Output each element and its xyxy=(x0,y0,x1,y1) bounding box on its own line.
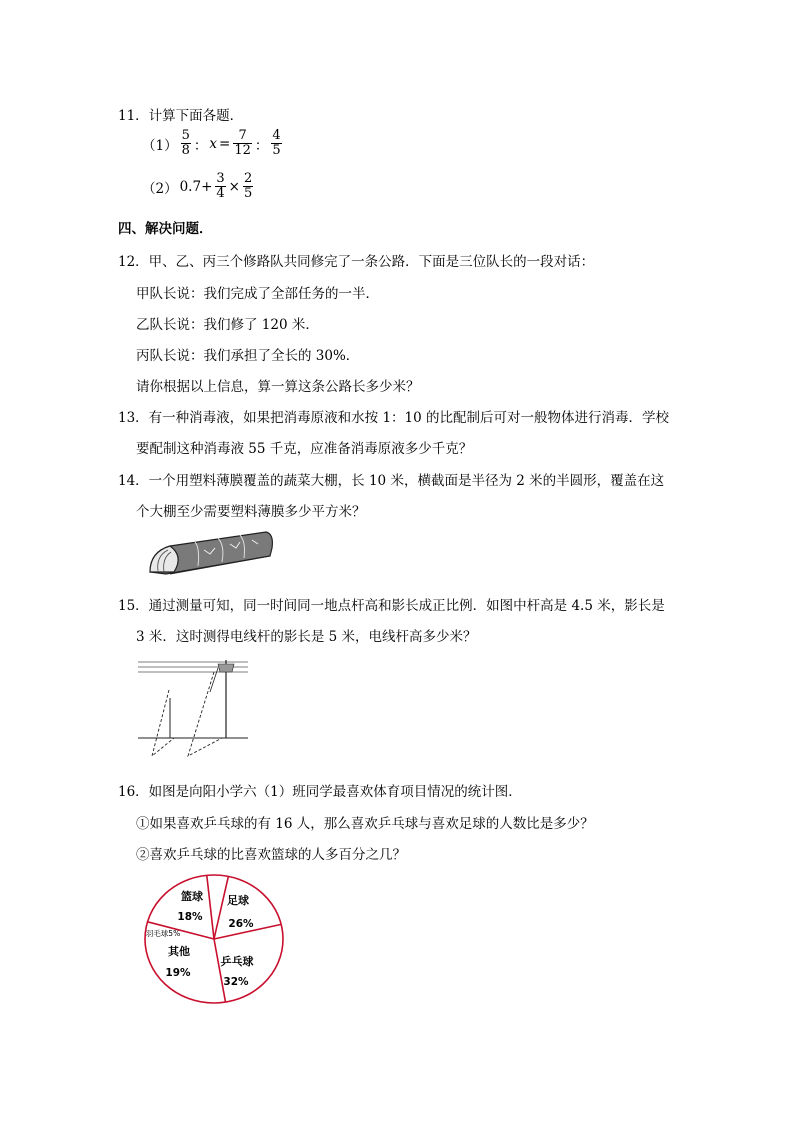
times-sign: × xyxy=(228,178,240,195)
greenhouse-illustration xyxy=(140,526,280,580)
section-heading: 四、解决问题． xyxy=(118,221,213,237)
q12-line3: 丙队长说：我们承担了全长的 30%． xyxy=(136,348,360,364)
q14-line1: 14．一个用塑料薄膜覆盖的蔬菜大棚，长 10 米，横截面是半径为 2 米的半圆形，覆盖在这 xyxy=(118,473,665,489)
q15-line2: 3 米．这时测得电线杆的影长是 5 米，电线杆高多少米？ xyxy=(136,629,477,645)
denominator: 5 xyxy=(272,143,281,158)
numerator: 3 xyxy=(216,171,225,186)
q12-title: 12．甲、乙、丙三个修路队共同修完了一条公路．下面是三位队长的一段对话： xyxy=(118,254,595,270)
label-pingpong: 乒乓球 xyxy=(220,955,254,968)
denominator: 4 xyxy=(216,186,225,201)
fraction xyxy=(215,172,225,201)
pie-slice-boundary-乒乓球 xyxy=(214,939,226,1002)
pct-football: 26% xyxy=(228,918,254,930)
q12-line1: 甲队长说：我们完成了全部任务的一半． xyxy=(136,286,379,302)
denominator: 12 xyxy=(234,143,251,158)
label-badminton: 羽毛球5% xyxy=(145,929,181,938)
fraction xyxy=(271,129,281,158)
q16-sub2: ②喜欢乒乓球的比喜欢篮球的人多百分之几？ xyxy=(136,847,406,863)
q16-title: 16．如图是向阳小学六（1）班同学最喜欢体育项目情况的统计图． xyxy=(118,784,522,800)
pct-basketball: 18% xyxy=(177,911,203,923)
q11-title: 11．计算下面各题． xyxy=(118,108,244,124)
numerator: 2 xyxy=(243,171,253,186)
numerator: 4 xyxy=(272,128,281,143)
label-football: 足球 xyxy=(227,894,249,907)
equals: = xyxy=(219,135,231,152)
pie-chart xyxy=(140,870,290,1014)
fraction xyxy=(243,172,253,201)
q11-part2-label: （2） xyxy=(142,180,178,197)
q13-line2: 要配制这种消毒液 55 千克，应准备消毒原液多少千克？ xyxy=(136,441,473,457)
q13-line1: 13．有一种消毒液，如果把消毒原液和水按 1：10 的比配制后可对一般物体进行消毒．学校 xyxy=(118,410,670,426)
denominator: 8 xyxy=(181,143,190,158)
q16-sub1: ①如果喜欢乒乓球的有 16 人，那么喜欢乒乓球与喜欢足球的人数比是多少？ xyxy=(136,816,594,832)
q11-part1-label: （1） xyxy=(142,137,178,154)
pie-slice-boundary-篮球 xyxy=(214,876,228,939)
q11-part1 xyxy=(142,129,283,158)
label-basketball: 篮球 xyxy=(181,890,203,903)
pct-other: 19% xyxy=(165,967,191,979)
q15-line1: 15．通过测量可知，同一时间同一地点杆高和影长成正比例．如图中杆高是 4.5 米，影长是 xyxy=(118,598,665,614)
q11-part2 xyxy=(142,172,254,201)
fraction xyxy=(233,129,252,158)
numerator: 5 xyxy=(181,128,190,143)
pct-pingpong: 32% xyxy=(223,976,249,988)
fraction xyxy=(181,129,191,158)
q12-line4: 请你根据以上信息，算一算这条公路长多少米？ xyxy=(136,379,420,395)
numerator: 7 xyxy=(233,129,252,144)
term: 0.7+ xyxy=(179,178,213,195)
q12-line2: 乙队长说：我们修了 120 米． xyxy=(136,317,319,333)
label-other: 其他 xyxy=(168,945,190,958)
pole-shadow-illustration xyxy=(138,652,248,764)
variable-x: x xyxy=(209,135,217,152)
q14-line2: 个大棚至少需要塑料薄膜多少平方米？ xyxy=(136,504,366,520)
pie-slice-boundary-羽毛球 xyxy=(207,875,214,939)
denominator: 5 xyxy=(243,186,253,201)
colon: ： xyxy=(193,137,208,154)
colon: ： xyxy=(254,137,269,154)
